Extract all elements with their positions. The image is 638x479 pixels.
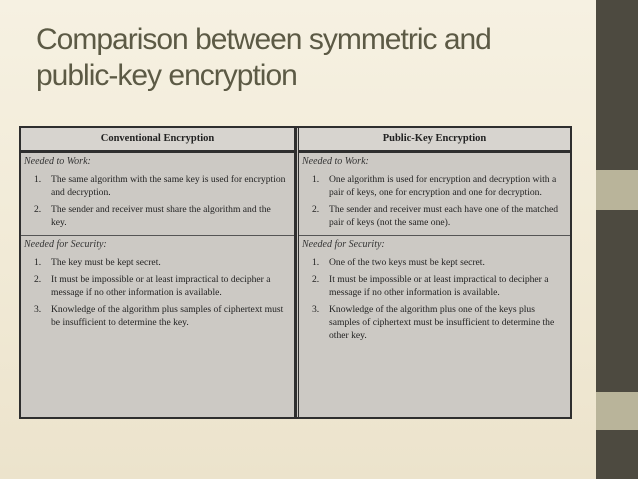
conventional-work-item-1 [21,173,294,199]
item-number: 1. [312,174,320,185]
public-key-work-item-1 [299,173,570,199]
public-key-needed-to-work-label: Needed to Work: [302,156,369,167]
public-key-needed-for-security-label: Needed for Security: [302,239,385,250]
item-text: The sender and receiver must share the algorithm and the key. [51,204,271,228]
item-number: 1. [34,174,42,185]
item-number: 3. [312,304,320,315]
conventional-column [21,128,297,417]
item-number: 2. [34,274,42,285]
conventional-needed-for-security-label: Needed for Security: [24,239,107,250]
item-text: The key must be kept secret. [51,257,161,268]
public-key-work-item-2 [299,203,570,229]
slide-title: Comparison between symmetric and public-key encryption [36,23,491,92]
item-number: 3. [34,304,42,315]
conventional-needed-to-work-label: Needed to Work: [24,156,91,167]
item-text: One of the two keys must be kept secret. [329,257,485,268]
section-divider [299,235,570,236]
public-key-security-item-2 [299,273,570,299]
conventional-security-item-3 [21,303,294,329]
item-text: It must be impossible or at least impractical to decipher a message if no other information is available. [51,274,271,298]
conventional-header: Conventional Encryption [21,128,294,153]
comparison-table [19,126,572,419]
item-text: One algorithm is used for encryption and decryption with a pair of keys, one for encryption and one for decryption. [329,174,557,198]
item-number: 2. [312,204,320,215]
public-key-column [298,128,570,417]
item-text: It must be impossible or at least impractical to decipher a message if no other information is available. [329,274,549,298]
item-number: 2. [312,274,320,285]
side-decoration-tab-upper [596,170,638,210]
conventional-work-item-2 [21,203,294,229]
item-text: Knowledge of the algorithm plus samples of ciphertext must be insufficient to determine the key. [51,304,284,328]
conventional-security-item-1 [21,256,294,269]
item-text: Knowledge of the algorithm plus one of the keys plus samples of ciphertext must be insufficient to determine the other key. [329,304,555,341]
public-key-security-item-1 [299,256,570,269]
item-number: 2. [34,204,42,215]
side-decoration-tab-lower [596,392,638,430]
public-key-header: Public-Key Encryption [299,128,570,153]
item-number: 1. [312,257,320,268]
item-text: The same algorithm with the same key is used for encryption and decryption. [51,174,286,198]
section-divider [21,235,294,236]
public-key-security-item-3 [299,303,570,342]
item-number: 1. [34,257,42,268]
item-text: The sender and receiver must each have one of the matched pair of keys (not the same one). [329,204,559,228]
conventional-security-item-2 [21,273,294,299]
